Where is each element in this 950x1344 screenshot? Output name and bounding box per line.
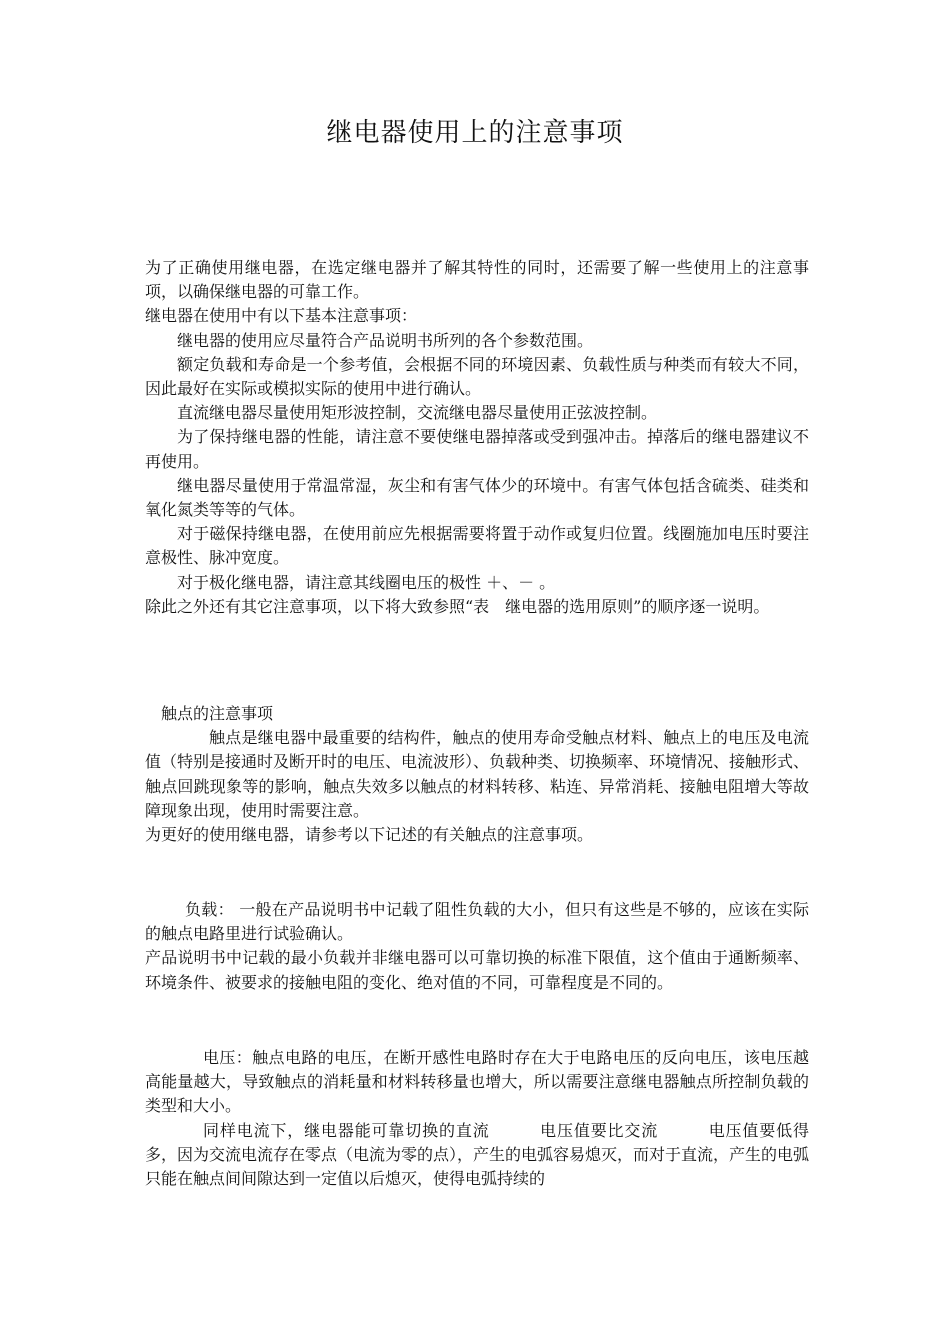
- voltage-section: [145, 1046, 809, 1191]
- list-item: 额定负载和寿命是一个参考值，会根据不同的环境因素、负载性质与种类而有较大不同，因此最好在实际或模拟实际的使用中进行确认。: [145, 354, 809, 399]
- contact-section: [145, 702, 809, 847]
- contact-paragraph: 触点是继电器中最重要的结构件，触点的使用寿命受触点材料、触点上的电压及电流值（特别是接通时及断开时的电压、电流波形）、负载种类、切换频率、环境情况、接触形式、触点回跳现象等的影响，触点失效多以触点的材料转移、粘连、异常消耗、接触电阻增大等故障现象出现，使用时需要注意。: [145, 728, 810, 820]
- section-heading: 触点的注意事项: [161, 704, 274, 723]
- voltage-paragraph: 电压：触点电路的电压，在断开感性电路时存在大于电路电压的反向电压，该电压越高能量越大，导致触点的消耗量和材料转移量也增大，所以需要注意继电器触点所控制负载的类型和大小。: [145, 1048, 809, 1116]
- list-item: 对于磁保持继电器，在使用前应先根据需要将置于动作或复归位置。线圈施加电压时要注意极性、脉冲宽度。: [145, 524, 809, 568]
- load-paragraph: 产品说明书中记载的最小负载并非继电器可以可靠切换的标准下限值，这个值由于通断频率、环境条件、被要求的接触电阻的变化、绝对值的不同，可靠程度是不同的。: [145, 948, 809, 992]
- intro-paragraph: 继电器在使用中有以下基本注意事项：: [145, 306, 418, 326]
- load-section: [145, 898, 809, 995]
- list-item: 直流继电器尽量使用矩形波控制，交流继电器尽量使用正弦波控制。: [177, 403, 658, 423]
- intro-end-paragraph: 除此之外还有其它注意事项，以下将大致参照“表 继电器的选用原则”的顺序逐一说明。: [145, 596, 770, 616]
- intro-paragraph: 为了正确使用继电器，在选定继电器并了解其特性的同时，还需要了解一些使用上的注意事项，以确保继电器的可靠工作。: [145, 258, 809, 302]
- document-title: 继电器使用上的注意事项: [326, 118, 624, 148]
- intro-section: [145, 256, 809, 619]
- load-paragraph: 负载： 一般在产品说明书中记载了阻性负载的大小，但只有这些是不够的，应该在实际的触点电路里进行试验确认。: [145, 900, 809, 944]
- voltage-paragraph: 同样电流下，继电器能可靠切换的直流 电压值要比交流 电压值要低得多，因为交流电流存在零点（电流为零的点），产生的电弧容易熄灭，而对于直流，产生的电弧只能在触点间间隙达到一定值以后熄灭，使得电弧持续的: [145, 1120, 810, 1189]
- list-item: 对于极化继电器，请注意其线圈电压的极性 ＋、－ 。: [177, 572, 556, 592]
- list-item: 继电器的使用应尽量符合产品说明书所列的各个参数范围。: [177, 330, 594, 350]
- list-item: 为了保持继电器的性能，请注意不要使继电器掉落或受到强冲击。掉落后的继电器建议不再使用。: [145, 427, 809, 471]
- list-item: 继电器尽量使用于常温常湿，灰尘和有害气体少的环境中。有害气体包括含硫类、硅类和氧化氮类等等的气体。: [145, 475, 809, 520]
- contact-note: 为更好的使用继电器，请参考以下记述的有关触点的注意事项。: [145, 825, 594, 845]
